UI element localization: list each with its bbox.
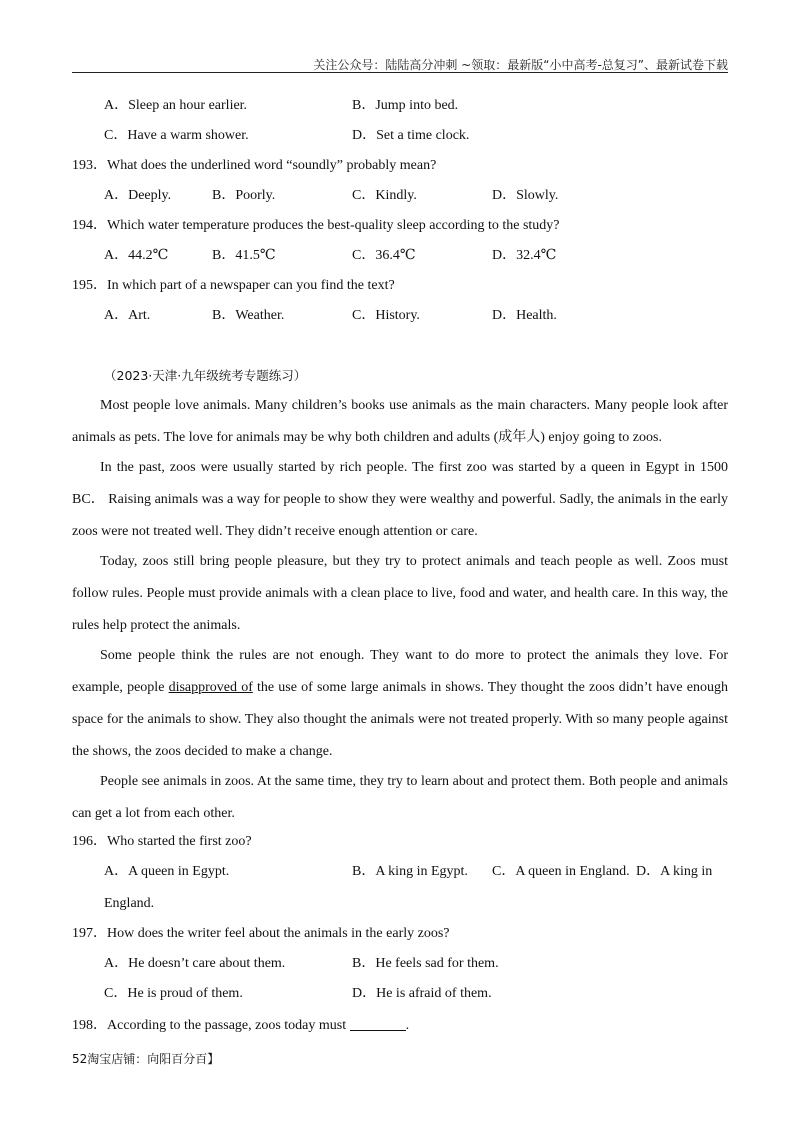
q197-option-c: C．He is proud of them.	[104, 986, 243, 1001]
passage-paragraph-3: Today, zoos still bring people pleasure, but they try to protect animals and teach people as well. Zoos must follow rules. People must provide animals with a clean place to live, food and water, and health care. In this way, the rules help protect the animals.	[72, 554, 728, 633]
q192-option-d: D．Set a time clock.	[352, 128, 470, 143]
q192-option-b: B．Jump into bed.	[352, 98, 459, 113]
q197-stem: 197．How does the writer feel about the animals in the early zoos?	[72, 926, 450, 941]
q194-option-a: A．44.2℃	[104, 248, 169, 263]
passage-paragraph-2: In the past, zoos were usually started by rich people. The first zoo was started by a queen in Egypt in 1500 BC． Raising animals was a way for people to show they were wealthy and powerful. Sadly, the animals in the early zoos were not treated well. They didn’t receive enough attention or care.	[72, 460, 728, 539]
q194-stem: 194．Which water temperature produces the best-quality sleep according to the study?	[72, 218, 560, 233]
q193-option-a: A．Deeply.	[104, 188, 172, 203]
source-label: （2023·天津·九年级统考专题练习）	[104, 368, 307, 383]
q197-option-a: A．He doesn’t care about them.	[104, 956, 286, 971]
q192-option-c: C．Have a warm shower.	[104, 128, 249, 143]
q193-stem: 193．What does the underlined word “soundly” probably mean?	[72, 158, 437, 173]
q196-option-d-continued: England.	[104, 896, 155, 911]
passage-paragraph-4	[72, 640, 728, 768]
q195-option-c: C．History.	[352, 308, 420, 323]
q195-option-d: D．Health.	[492, 308, 557, 323]
q196-option-d: D．A king in	[636, 864, 713, 879]
q194-option-b: B．41.5℃	[212, 248, 276, 263]
underlined-phrase: disapproved of	[168, 680, 253, 695]
q196-option-c: C．A queen in England.	[492, 864, 630, 879]
q198-stem-text: 198．According to the passage, zoos today must	[72, 1018, 350, 1033]
q195-option-b: B．Weather.	[212, 308, 285, 323]
q198-stem	[72, 1016, 409, 1034]
q193-option-d: D．Slowly.	[492, 188, 559, 203]
answer-blank	[350, 1016, 406, 1031]
paragraph-4-text-end: the use of some large animals in shows. They thought the zoos didn’t have enough space for the animals to show. They also thought the animals were not treated properly. With so many people against the shows, the zoos decided to make a change.	[72, 680, 728, 759]
page-footer: 52淘宝店铺：向阳百分百】	[72, 1052, 220, 1066]
paragraph-4-text-start: Some people think the rules are not enough. They want to do more to protect the animals they love. For example, people	[72, 648, 728, 695]
q193-option-c: C．Kindly.	[352, 188, 417, 203]
passage-paragraph-5: People see animals in zoos. At the same time, they try to learn about and protect them. Both people and animals can get a lot from each other.	[72, 774, 728, 821]
q198-stem-period: .	[405, 1018, 410, 1033]
header-rule	[72, 72, 728, 73]
q194-option-c: C．36.4℃	[352, 248, 416, 263]
q193-option-b: B．Poorly.	[212, 188, 276, 203]
q195-option-a: A．Art.	[104, 308, 151, 323]
q196-option-a: A．A queen in Egypt.	[104, 864, 230, 879]
q192-option-a: A．Sleep an hour earlier.	[104, 98, 248, 113]
q197-option-b: B．He feels sad for them.	[352, 956, 499, 971]
q194-option-d: D．32.4℃	[492, 248, 557, 263]
q197-option-d: D．He is afraid of them.	[352, 986, 492, 1001]
q196-stem: 196．Who started the first zoo?	[72, 834, 252, 849]
passage-paragraph-1: Most people love animals. Many children’s books use animals as the main characters. Many people look after animals as pets. The love for animals may be why both children and adults (成年人) enjoy going to zoos.	[72, 398, 728, 445]
q195-stem: 195．In which part of a newspaper can you find the text?	[72, 278, 395, 293]
q196-option-b: B．A king in Egypt.	[352, 864, 468, 879]
page-header: 关注公众号：陆陆高分冲刺 ~领取：最新版“小中高考-总复习”、最新试卷下载	[313, 58, 728, 72]
